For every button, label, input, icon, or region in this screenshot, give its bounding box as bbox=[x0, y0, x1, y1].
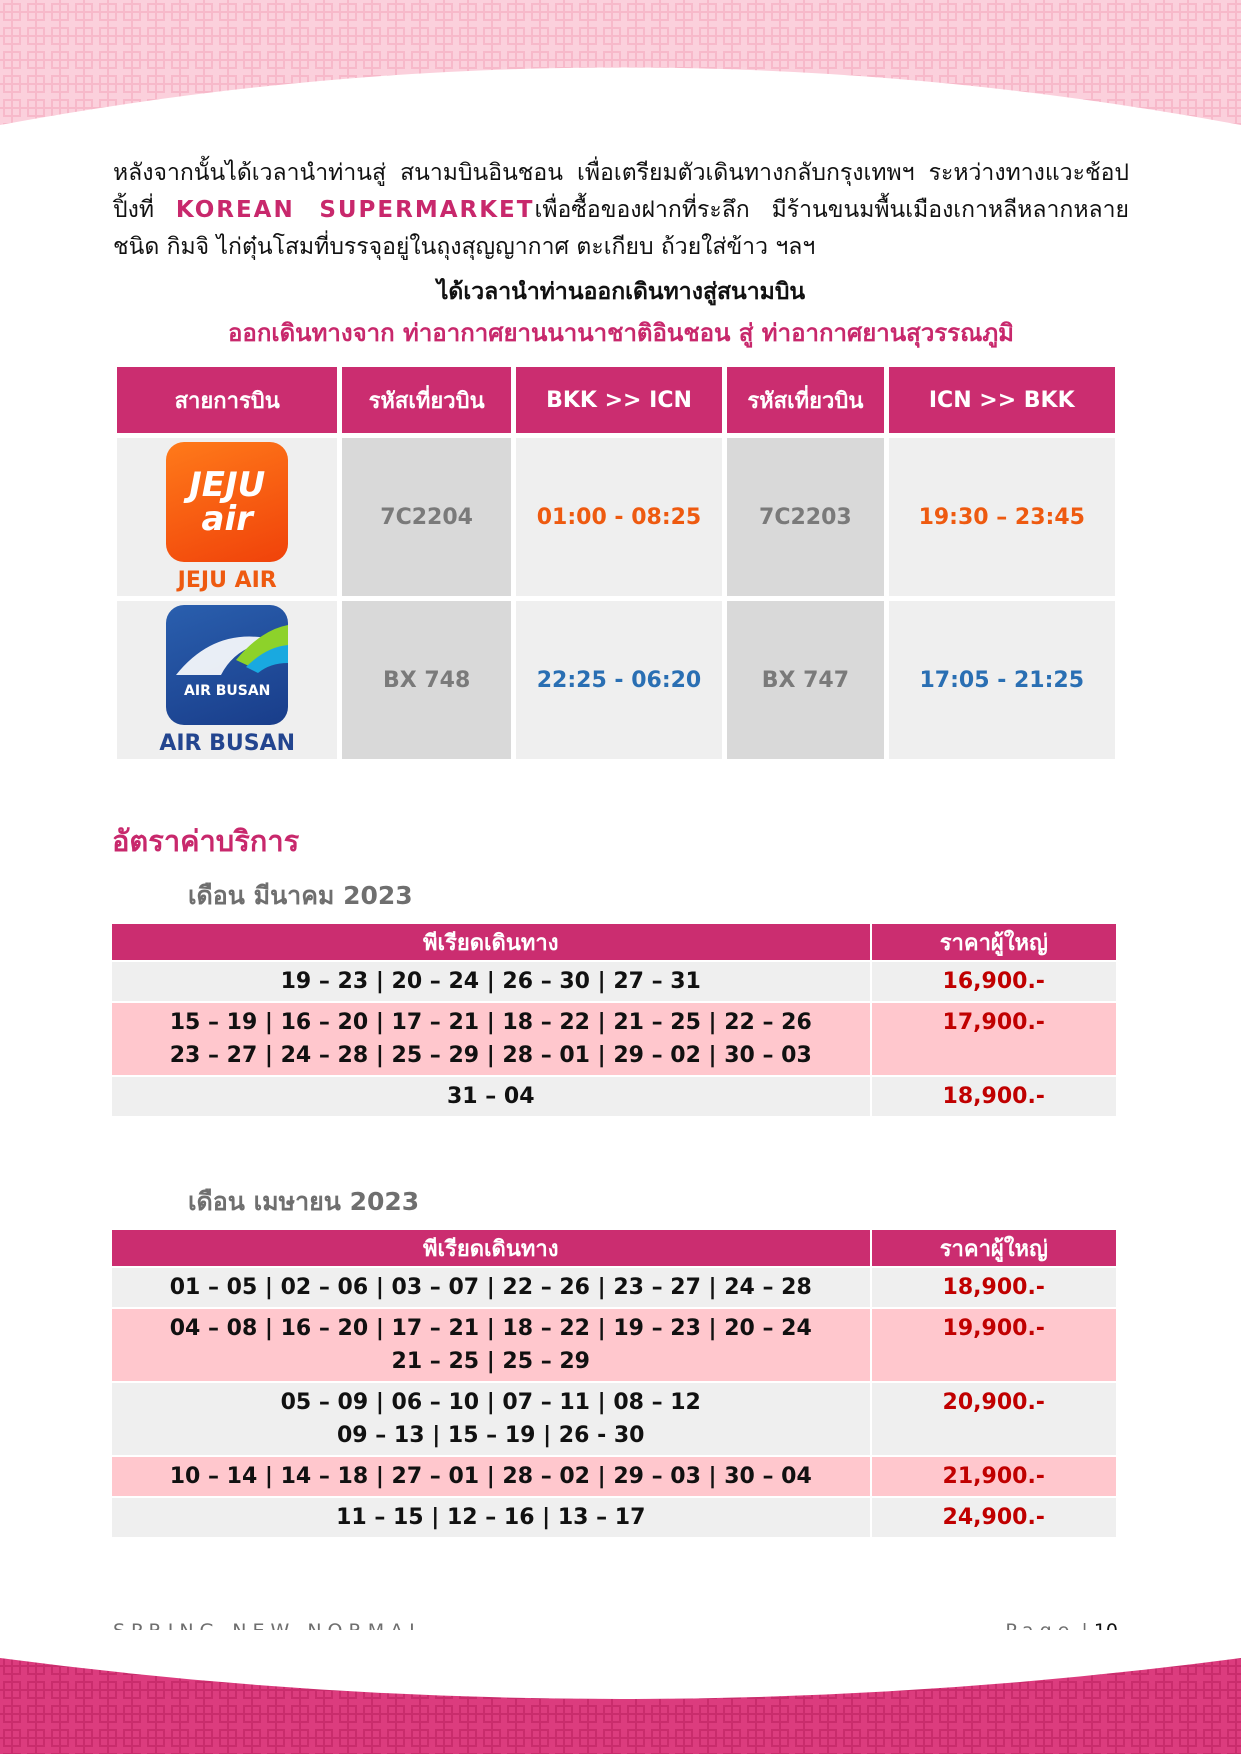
price-cell: 18,900.- bbox=[872, 1077, 1117, 1116]
period-line: 09 – 13 | 15 – 19 | 26 - 30 bbox=[337, 1423, 645, 1448]
price-row bbox=[112, 1457, 1116, 1496]
price-table-header bbox=[112, 1230, 1116, 1266]
period-cell bbox=[112, 1268, 870, 1307]
header-decoration bbox=[0, 0, 1241, 125]
intro-text-1: หลังจากนั้นได้เวลานำท่านสู่ สนามบินอินชอน เพื่อเตรียมตัวเดินทางกลับกรุงเทพฯ ระหว่างทางแวะช้อปปิ้งที่ bbox=[113, 160, 1129, 223]
bird-icon bbox=[166, 605, 288, 725]
intro-paragraph bbox=[113, 155, 1129, 266]
header-period: พีเรียดเดินทาง bbox=[112, 1230, 870, 1266]
depart-note: ได้เวลานำท่านออกเดินทางสู่สนามบิน bbox=[436, 279, 806, 305]
price-table-april bbox=[110, 1228, 1118, 1539]
price-cell: 20,900.- bbox=[872, 1383, 1117, 1455]
logo-text-air: air bbox=[201, 498, 253, 539]
return-flight-code: BX 747 bbox=[727, 601, 883, 759]
price-cell: 24,900.- bbox=[872, 1498, 1117, 1537]
header-icn-bkk: ICN >> BKK bbox=[889, 367, 1115, 433]
airline-cell bbox=[117, 601, 337, 759]
period-line: 23 – 27 | 24 – 28 | 25 – 29 | 28 – 01 | 29 – 02 | 30 – 03 bbox=[169, 1043, 812, 1068]
period-line: 10 – 14 | 14 – 18 | 27 – 01 | 28 – 02 | 29 – 03 | 30 – 04 bbox=[169, 1464, 812, 1489]
price-row bbox=[112, 962, 1116, 1001]
period-cell bbox=[112, 1383, 870, 1455]
price-table-header bbox=[112, 924, 1116, 960]
footer-decoration bbox=[0, 1630, 1241, 1754]
period-cell bbox=[112, 1457, 870, 1496]
price-row bbox=[112, 1077, 1116, 1116]
jeju-air-logo bbox=[166, 442, 288, 562]
price-table-march bbox=[110, 922, 1118, 1118]
outbound-flight-code: BX 748 bbox=[342, 601, 510, 759]
outbound-time: 22:25 - 06:20 bbox=[516, 601, 722, 759]
air-busan-logo bbox=[166, 605, 288, 725]
header-adult-price: ราคาผู้ใหญ่ bbox=[872, 1230, 1117, 1266]
period-cell bbox=[112, 1309, 870, 1381]
flight-row-jeju bbox=[117, 438, 1115, 596]
intro-highlight: KOREAN SUPERMARKET bbox=[175, 197, 535, 223]
return-time: 19:30 – 23:45 bbox=[889, 438, 1115, 596]
airline-name: AIR BUSAN bbox=[159, 730, 296, 756]
period-cell bbox=[112, 1077, 870, 1116]
month-title-march: เดือน มีนาคม 2023 bbox=[188, 881, 413, 910]
period-line: 11 – 15 | 12 – 16 | 13 – 17 bbox=[336, 1505, 646, 1530]
outbound-time: 01:00 - 08:25 bbox=[516, 438, 722, 596]
period-line: 05 – 09 | 06 – 10 | 07 – 11 | 08 – 12 bbox=[280, 1390, 701, 1415]
intro-text-2: เพื่อซื้อของฝากที่ระลึก มีร้านขนมพื้นเมืองเกาหลีหลากหลายชนิด กิมจิ ไก่ตุ๋นโสมที่บรรจุอยู่ในถุงสุญญากาศ ตะเกียบ ถ้วยใส่ข้าว ฯลฯ bbox=[113, 197, 1130, 260]
period-cell bbox=[112, 962, 870, 1001]
return-flight-code: 7C2203 bbox=[727, 438, 883, 596]
header-period: พีเรียดเดินทาง bbox=[112, 924, 870, 960]
price-cell: 21,900.- bbox=[872, 1457, 1117, 1496]
return-time: 17:05 - 21:25 bbox=[889, 601, 1115, 759]
price-row bbox=[112, 1309, 1116, 1381]
flight-row-busan bbox=[117, 601, 1115, 759]
period-line: 19 – 23 | 20 – 24 | 26 – 30 | 27 – 31 bbox=[280, 969, 701, 994]
header-adult-price: ราคาผู้ใหญ่ bbox=[872, 924, 1117, 960]
period-line: 31 – 04 bbox=[446, 1084, 535, 1109]
flight-table-header bbox=[117, 367, 1115, 433]
period-line: 01 – 05 | 02 – 06 | 03 – 07 | 22 – 26 | 23 – 27 | 24 – 28 bbox=[169, 1275, 812, 1300]
rates-title: อัตราค่าบริการ bbox=[112, 824, 300, 858]
period-line: 04 – 08 | 16 – 20 | 17 – 21 | 18 – 22 | 19 – 23 | 20 – 24 bbox=[169, 1316, 812, 1341]
header-flight-code-return: รหัสเที่ยวบิน bbox=[727, 367, 883, 433]
price-cell: 18,900.- bbox=[872, 1268, 1117, 1307]
price-row bbox=[112, 1003, 1116, 1075]
period-cell bbox=[112, 1003, 870, 1075]
flight-table bbox=[112, 362, 1120, 764]
month-title-april: เดือน เมษายน 2023 bbox=[188, 1187, 420, 1216]
airline-name: JEJU AIR bbox=[177, 567, 277, 593]
period-line: 21 – 25 | 25 – 29 bbox=[391, 1349, 590, 1374]
price-row bbox=[112, 1498, 1116, 1537]
price-cell: 17,900.- bbox=[872, 1003, 1117, 1075]
airline-cell bbox=[117, 438, 337, 596]
header-airline: สายการบิน bbox=[117, 367, 337, 433]
price-row bbox=[112, 1383, 1116, 1455]
outbound-flight-code: 7C2204 bbox=[342, 438, 510, 596]
header-bkk-icn: BKK >> ICN bbox=[516, 367, 722, 433]
price-row bbox=[112, 1268, 1116, 1307]
period-line: 15 – 19 | 16 – 20 | 17 – 21 | 18 – 22 | 21 – 25 | 22 – 26 bbox=[169, 1010, 812, 1035]
period-cell bbox=[112, 1498, 870, 1537]
header-flight-code-out: รหัสเที่ยวบิน bbox=[342, 367, 510, 433]
logo-text-jeju: JEJU bbox=[189, 464, 266, 505]
price-cell: 16,900.- bbox=[872, 962, 1117, 1001]
route-line: ออกเดินทางจาก ท่าอากาศยานนานาชาติอินชอน สู่ ท่าอากาศยานสุวรรณภูมิ bbox=[228, 319, 1014, 347]
logo-text-busan: AIR BUSAN bbox=[184, 682, 271, 699]
price-cell: 19,900.- bbox=[872, 1309, 1117, 1381]
